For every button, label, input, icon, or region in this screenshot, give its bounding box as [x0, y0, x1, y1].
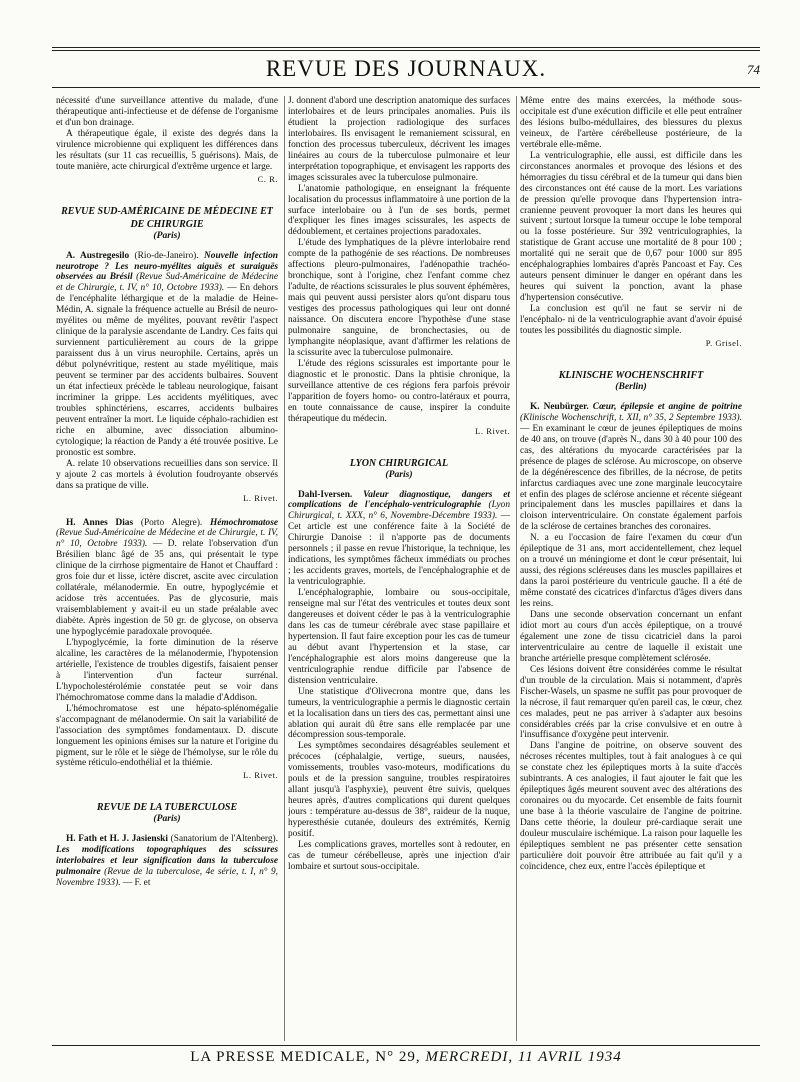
paragraph: A thérapeutique égale, il existe des degrés dans la virulence microbienne qui expliquent les différences dans les résultats (sur 11 cas recueillis, 5 guérisons). Mais, de toute manière, acte chirurgical d'extrême urgence et large.	[56, 128, 278, 172]
paragraph: L'étude des régions scissurales est importante pour le diagnostic et le pronostic. Dans la phtisie chronique, la surveillance attentive de ces régions fera parfois prévoir l'apparition de foyers homo- ou contro-latéraux et pourra, en toute connaissance de cause, inspirer la conduite thérapeutique du médecin.	[288, 358, 510, 424]
paragraph: L'encéphalographie, lombaire ou sous-occipitale, renseigne mal sur l'état des ventricules et toutes deux sont dangereuses et doivent céder le pas à la ventriculographie dans les cas de tumeur cérébrale avec stase papillaire et hypertension. Il faut faire exception pour les cas de tumeur au début avant l'hypertension et la stase, car l'encéphalographie est alors moins dangereuse que la ventriculographie rendue difficile par l'absence de distension ventriculaire.	[288, 588, 510, 686]
top-rule	[52, 47, 760, 48]
page-footer	[52, 1049, 760, 1066]
article-columns	[52, 96, 760, 1041]
article-reference: (Revue Sud-Américaine de Médecine et de Chirurgie, t. IV, n° 10, Octobre 1933).	[56, 272, 278, 294]
article-text: — En examinant le cœur de jeunes épileptiques de moins de 40 ans, on trouve (d'après N., dans 30 à 40 pour 100 des cas, des altérations du myocarde caractérisées par la présence de plages de sclérose. Au microscope, on observe de la dégénérescence des fibrilles, de la nécrose, de petits infarctus cardiaques avec une zone marginale leucocytaire et enfin des plages de sclérose ancienne et récente siégeant principalement dans les muscles papillaires et dans la cloison interventriculaire. On constate également parfois de la sclérose de certaines branches des coronaires.	[520, 423, 742, 533]
paragraph: La conclusion est qu'il ne faut se servir ni de l'encéphalo- ni de la ventriculographie avant d'avoir épuisé toutes les possibilités du diagnostic simple.	[520, 304, 742, 337]
paragraph: L'étude des lymphatiques de la plèvre interlobaire rend compte de la pathogénie de ses réactions. De nombreuses affections pleuro-pulmonaires, l'adénopathie trachéo-bronchique, sont à l'origine, chez l'enfant comme chez l'adulte, de réactions scissurales le plus souvent éphémères, mais qui peuvent aussi persister alors qu'ont disparu tous vestiges des processus pathologiques qui leur ont donné naissance. On discutera encore l'hypothèse d'une stase pulmonaire sanguine, de bronchectasies, ou de lymphangite néoplasique, avant d'affirmer les relations de la scissurite avec la tuberculose pulmonaire.	[288, 238, 510, 358]
article-text: — F. et	[120, 878, 151, 889]
article-title: Nouvelle infection neurotrope ? Les neuro-myélites aiguës et suraiguës observées au Brésil	[56, 250, 278, 283]
article-title: Valeur diagnostique, dangers et complications de l'encéphalo-ventriculographie	[288, 489, 510, 511]
article-title: Hémochromatose	[209, 517, 278, 528]
paragraph: Les complications graves, mortelles sont à redouter, en cas de tumeur cérébelleuse, après une injection d'air lombaire et surtout sous-occipitale.	[288, 840, 510, 872]
paragraph: N. a eu l'occasion de faire l'examen du cœur d'un épileptique de 31 ans, mort accidentellement, chez lequel on a trouvé un méningiome et dont le cœur présentait, lui aussi, des régions scléreuses dans les muscles papillaires et dans la paroi postérieure du ventricule gauche. Il a été de même constaté des cicatrices d'infarctus d'âges divers dans les reins.	[520, 533, 742, 610]
paragraph: J. donnent d'abord une description anatomique des surfaces interlobaires et de leurs principales anomalies. Puis ils étudient la projection radiologique des surfaces interlobaires. Ils envisagent le remaniement scissural, en fonction des processus tuberculeux, décrivent les images linéaires au cours de la tuberculose pulmonaire et leur interprétation topographique, et envisagent les rapports des images scissurales avec la tuberculose pulmonaire.	[288, 96, 510, 183]
article-text: — Cet article est une conférence faite à la Société de Chirurgie Danoise : il n'apporte pas de documents personnels ; il passe en revue l'historique, la technique, les indications, les symptômes fâcheux immédiats ou proches ; les accidents graves, mortels, de l'encéphalographie et de la ventriculographie.	[288, 511, 510, 588]
article-text: — En dehors de l'encéphalite léthargique et de la maladie de Heine-Médin, A. signale la fréquence actuelle au Brésil de neuro-myélites ou même de myélites, pouvant revêtir l'aspect clinique de la paralysie ascendante de Landry. Ces faits qui surviennent particulièrement au cours de la grippe paraissent dus à un virus neurophile. Certains, après un début polynévritique, restent au stade myélitique, mais peuvent se terminer par des accidents bulbaires. Souvent un état infectieux précède le tableau neurologique, faisant incriminer la grippe. Les accidents myélitiques, avec troubles sphinctériens, escarres, accidents bulbaires peuvent entraîner la mort. Le liquide céphalo-rachidien est riche en albumine, avec dissociation albumino-cytologique; la réaction de Pandy a été trouvée positive. Le pronostic est sombre.	[56, 283, 278, 458]
paragraph: La ventriculographie, elle aussi, est difficile dans les circonstances anormales et provoque des lésions et des hémorragies du tissu cérébral et de la tumeur qui dans bien des circonstances ont été cause de la mort. Les variations de pression qu'elle provoque dans l'hypertension intra-cranienne peuvent provoquer la mort dans les heures qui suivent ; surtout lorsque la tumeur occupe le lobe temporal ou la fosse postérieure. Sur 392 ventriculographies, la statistique de Grant accuse une mortalité de 8 pour 100 ; mortalité qui ne serait que de 0,67 pour 1000 sur 895 encéphalographies lombaires d'après Pancoast et Fay. Ces auteurs pensent diminuer le danger en opérant dans les heures qui suivent la ponction, avant la phase d'hypertension consécutive.	[520, 150, 742, 304]
paragraph: nécessité d'une surveillance attentive du malade, d'une thérapeutique anti-infectieuse et de défense de l'organisme et d'un bon drainage.	[56, 96, 278, 128]
column-left	[56, 96, 278, 1041]
article-paragraph	[288, 490, 510, 589]
top-rule-inner	[52, 50, 760, 51]
article-reference: (Revue de la tuberculose, 4e série, t. I, n° 9, Novembre 1933).	[56, 867, 278, 889]
header-rule	[52, 87, 760, 88]
paragraph: Même entre des mains exercées, la méthode sous-occipitale est d'une exécution difficile et elle peut entraîner des lésions bulbo-médullaires, des blessures du plexus veineux, de l'artère cérébelleuse postérieure, de la vertébrale elle-même.	[520, 96, 742, 150]
article-paragraph	[56, 251, 278, 459]
paragraph: Dans une seconde observation concernant un enfant idiot mort au cours d'un accès épileptique, on a trouvé également une zone de tissu cicatriciel dans la paroi interventriculaire au centre de laquelle il existait une branche artérielle presque complètement sclérosée.	[520, 609, 742, 664]
footer-rule	[52, 1045, 760, 1046]
footer-date: MERCREDI, 11 AVRIL 1934	[425, 1049, 622, 1065]
page-header	[52, 54, 760, 84]
section-place: (Paris)	[153, 813, 181, 825]
article-paragraph	[56, 518, 278, 638]
section-place: (Berlin)	[615, 380, 647, 392]
section-title: LYON CHIRURGICAL	[349, 457, 449, 469]
paragraph: A. relate 10 observations recueillies dans son service. Il y ajoute 2 cas mortels à évolution foudroyante observés dans sa pratique de ville.	[56, 458, 278, 491]
signature: C. R.	[257, 173, 278, 184]
column-middle	[288, 96, 510, 1041]
paragraph: Dans l'angine de poitrine, on observe souvent des nécroses récentes multiples, tout à fait analogues à ce qui se constate chez les épileptiques morts à la suite d'accès subintrants. A ces analogies, il faut ajouter le fait que les épileptiques âgés meurent souvent avec des altérations des coronaires ou du myocarde. Cet ensemble de faits fournit une base à la théorie vasculaire de l'angine de poitrine. Dans cette théorie, la douleur pré-cardiaque serait une douleur musculaire ischémique. La raison pour laquelle les épileptiques semblent ne pas présenter cette sensation particulière doit pouvoir être attribuée au fait qu'il y a coïncidence, chez eux, entre l'accès épileptique et	[520, 741, 742, 872]
article-reference: (Lyon Chirurgical, t. XXX, n° 6, Novembre-Décembre 1933).	[288, 500, 510, 522]
journal-title: REVUE DES JOURNAUX.	[265, 56, 547, 81]
article-author: A. Austregesilo	[66, 250, 130, 261]
paragraph: Les symptômes secondaires désagréables seulement et précoces (céphalalgie, vertige, sueurs, nausées, vomissements, troubles vaso-moteurs, modifications du pouls et de la pression sanguine, troubles respiratoires allant jusqu'à l'asphyxie), peuvent être suivis, quelques heures après, d'autres complications qui durent quelques jours : température au-dessus de 38°, raideur de la nuque, hyperesthésie cutanée, douleurs des extrémités, Kernig positif.	[288, 741, 510, 840]
signature: L. Rivet.	[243, 492, 278, 503]
article-affiliation: (Rio-de-Janeiro).	[129, 250, 205, 261]
footer-journal: LA PRESSE MEDICALE, N° 29,	[190, 1049, 421, 1065]
article-affiliation: (Porto Alegre).	[133, 517, 210, 528]
section-title: REVUE DE LA TUBERCULOSE	[96, 802, 238, 814]
section-place: (Paris)	[385, 468, 413, 480]
article-title: Les modifications topographiques des scissures interlobaires et leur signification dans la tuberculose pulmonaire	[56, 845, 278, 878]
article-author: H. Fath et H. J. Jasienski	[66, 834, 168, 845]
article-reference: (Klinische Wochenschrift, t. XII, n° 35, 2 Septembre 1933).	[520, 412, 742, 423]
article-author: H. Annes Dias	[66, 517, 134, 528]
article-title: Cœur, épilepsie et angine de poitrine	[588, 401, 742, 412]
article-author: K. Neubürger.	[530, 401, 589, 412]
article-paragraph	[56, 834, 278, 889]
article-paragraph	[520, 402, 742, 533]
column-right	[520, 96, 742, 1041]
paragraph: Ces lésions doivent être considérées comme le résultat d'un trouble de la circulation. Mais si notamment, d'après Fischer-Wasels, un spasme ne suffit pas pour provoquer de la nécrose, il faut remarquer qu'en pareil cas, le cœur, chez ces malades, peut ne pas arriver à s'adapter aux besoins considérables créés par la crise convulsive et en outre à l'insuffisance d'oxygène peut intervenir.	[520, 664, 742, 741]
article-author: Dahl-Iversen.	[298, 489, 353, 500]
signature: L. Rivet.	[475, 425, 510, 436]
article-text: — D. relate l'observation d'un Brésilien blanc âgé de 35 ans, qui présentait le type clinique de la cirrhose pigmentaire de Hanot et Chauffard : gros foie dur et lisse, ictère discret, ascite avec circulation collatérale, mélanodermie. En outre, hypoglycémie et acidose très accentuées. Pas de glycosurie, mais vraisemblablement y avait-il eu un stade préalable avec diabète. Après ingestion de 50 gr. de glycose, on observa une hypoglycémie paradoxale provoquée.	[56, 539, 278, 638]
paragraph: Une statistique d'Olivecrona montre que, dans les tumeurs, la ventriculographie a permis le diagnostic certain et la localisation dans un tiers des cas, permettant ainsi une ablation qui aurait dû être sans elle remplacée par une décompression sous-temporale.	[288, 686, 510, 741]
article-reference: (Revue Sud-Américaine de Médecine et de Chirurgie, t. IV, n° 10, Octobre 1933).	[56, 528, 278, 550]
paragraph: L'hémochromatose est une hépato-splénomégalie s'accompagnant de mélanodermie. On sait la variabilité de l'association des symptômes fondamentaux. D. discute longuement les opinions émises sur la nature et l'origine du pigment, sur le rôle et le siège de l'hémolyse, sur le rôle du système réticulo-endothélial et la thiémie.	[56, 703, 278, 769]
article-affiliation: (Sanatorium de l'Altenberg).	[167, 834, 278, 845]
section-place: (Paris)	[153, 229, 181, 241]
section-title: REVUE SUD-AMÉRICAINE DE MÉDECINE ET DE CHIRURGIE	[61, 205, 273, 230]
signature: L. Rivet.	[243, 770, 278, 781]
signature: P. Grisel.	[705, 337, 742, 348]
section-title: KLINISCHE WOCHENSCHRIFT	[558, 369, 704, 381]
paragraph: L'hypoglycémie, la forte diminution de la réserve alcaline, les caractères de la mélanodermie, l'hypotension artérielle, l'existence de troubles digestifs, faisaient penser à l'intervention d'un facteur surrénal. L'hypocholestérolémie constatée peut se voir dans l'hémochromatose comme dans la maladie d'Addison.	[56, 637, 278, 703]
paragraph: L'anatomie pathologique, en enseignant la fréquente localisation du processus inflammatoire à une portion de la surface interlobaire ou à l'un de ses bords, permet d'expliquer les fines images scissurales, les aspects de dédoublement, et certaines projections paradoxales.	[288, 183, 510, 238]
page-number: 74	[747, 62, 760, 77]
